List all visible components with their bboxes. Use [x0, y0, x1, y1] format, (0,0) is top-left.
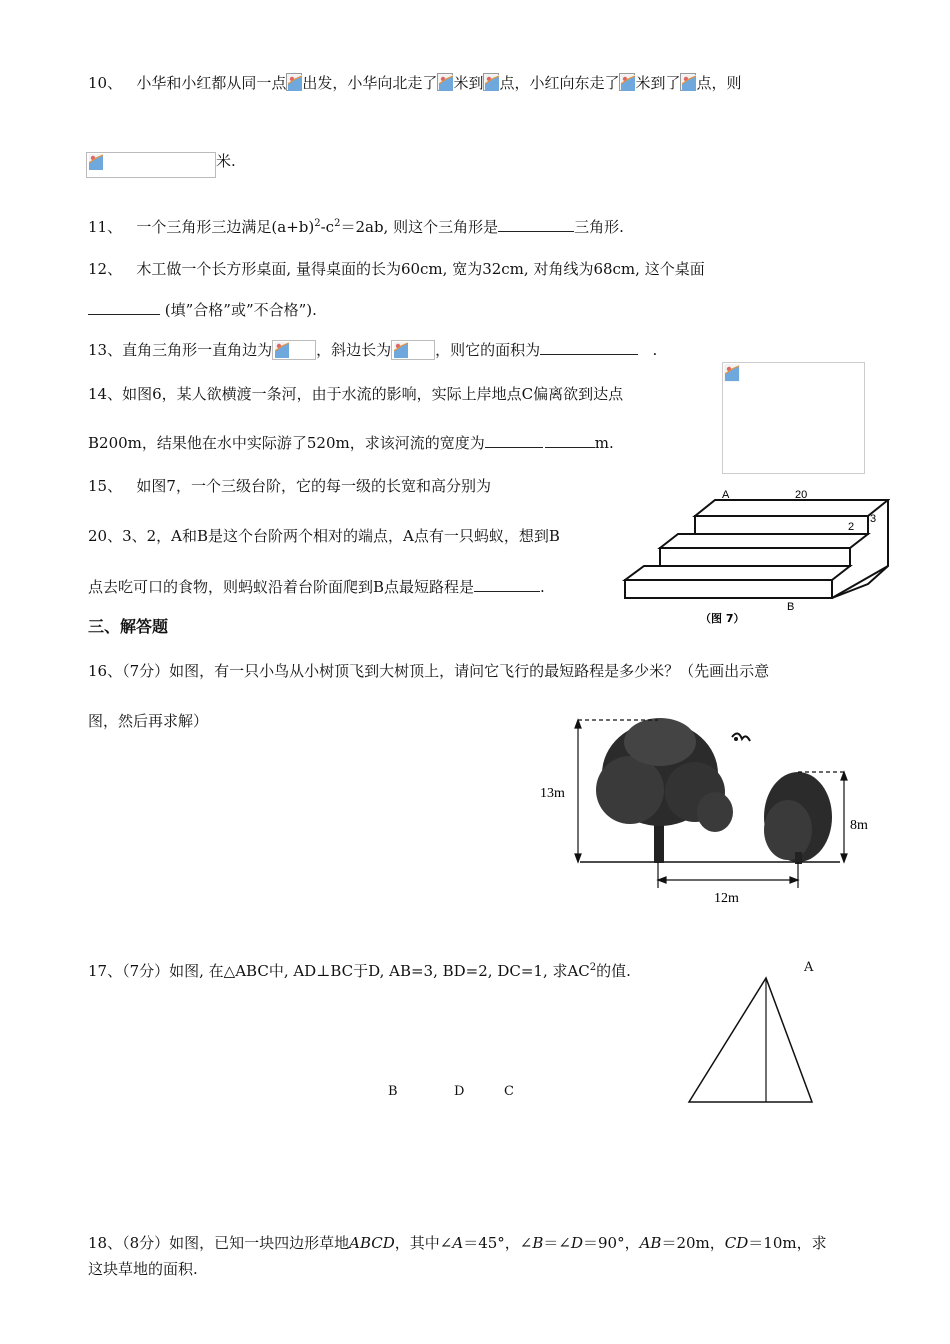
q15-number: 15、	[88, 477, 123, 495]
figure-7-staircase	[620, 486, 890, 628]
q15-text-2: 20、3、2，A和B是这个台阶两个相对的端点，A点有一只蚂蚁，想到B	[88, 527, 560, 545]
q10-text-5: 米到了	[635, 74, 681, 92]
q10-text-3: 米到	[453, 74, 484, 92]
bird-icon	[732, 733, 750, 741]
q12-text-1: 木工做一个长方形桌面, 量得桌面的长为60cm, 宽为32cm, 对角线为68cm, 这个桌面	[136, 260, 705, 278]
small-tree-icon	[764, 772, 832, 864]
right-height-label: 8m	[850, 818, 868, 833]
q10-line1	[88, 72, 742, 93]
q18-text-1: 18、（8分）如图，已知一块四边形草地	[88, 1234, 350, 1252]
fig7-label-20: 20	[795, 489, 808, 501]
q15-text-1: 如图7，一个三级台阶，它的每一级的长宽和高分别为	[136, 477, 491, 495]
broken-image-icon	[274, 341, 290, 359]
q14-line1	[88, 383, 623, 404]
q18-angle-a: A	[452, 1234, 464, 1252]
q10-text-7: 米.	[216, 152, 236, 170]
q17-label-c: C	[504, 1084, 514, 1099]
figure-6-placeholder	[722, 362, 865, 474]
q10-number: 10、	[88, 74, 123, 92]
q14-line2	[88, 432, 614, 453]
q10-text-1: 小华和小红都从同一点	[136, 74, 287, 92]
triangle-abc	[689, 978, 812, 1102]
q17-line	[88, 960, 631, 981]
q14-text-1: 14、如图6，某人欲横渡一条河，由于水流的影响，实际上岸地点C偏离欲到达点	[88, 385, 624, 403]
big-tree-icon	[596, 718, 733, 863]
fig7-label-b: B	[787, 601, 795, 613]
q18-text-5: ＝90°，	[583, 1234, 640, 1252]
q11-line	[88, 216, 624, 237]
fig7-label-2: 2	[848, 521, 855, 533]
q13-text-4: .	[652, 341, 658, 359]
broken-image-icon	[88, 153, 104, 171]
q12-line2	[88, 299, 317, 320]
q13-answer-blank	[540, 340, 638, 355]
fig7-label-3: 3	[870, 513, 877, 525]
q11-text-3: ＝2ab, 则这个三角形是	[340, 218, 499, 236]
q12-line1	[88, 258, 705, 279]
q17-sup: 2	[589, 962, 597, 973]
q15-line3	[88, 576, 545, 597]
q18-text-8: 这块草地的面积.	[88, 1260, 198, 1278]
q13-leg-box	[272, 340, 316, 360]
q17-label-d: D	[454, 1084, 465, 1099]
broken-image-icon	[286, 73, 302, 91]
q15-line1	[88, 475, 491, 496]
distance-label: 12m	[714, 891, 739, 906]
q17-label-b: B	[388, 1084, 398, 1099]
q18-text-2: ，其中∠	[394, 1234, 453, 1252]
q15-text-3: 点去吃可口的食物，则蚂蚁沿着台阶面爬到B点最短路程是	[88, 578, 475, 596]
q14-answer-blank-2	[545, 433, 595, 448]
q17-label-a: A	[804, 960, 814, 975]
q12-answer-blank	[88, 300, 160, 315]
q16-line1	[88, 660, 769, 681]
q18-text-7: ＝10m，求	[748, 1234, 827, 1252]
staircase-lines	[625, 500, 888, 598]
broken-image-icon	[619, 73, 635, 91]
q10-answer-box	[86, 152, 216, 178]
q11-sup-2: 2	[334, 218, 341, 229]
q16-text-2: 图，然后再求解）	[88, 712, 209, 730]
q11-answer-blank	[498, 217, 574, 232]
fig7-label-a: A	[722, 489, 730, 501]
q13-line	[88, 339, 657, 360]
q10-text-2: 出发，小华向北走了	[302, 74, 438, 92]
q11-text-2: -c	[320, 218, 335, 236]
q10-line2	[86, 150, 236, 178]
q15-line2	[88, 525, 560, 546]
q14-text-3: m.	[594, 434, 614, 452]
q18-text-3: ＝45°，∠	[463, 1234, 533, 1252]
q14-answer-blank-1	[485, 433, 543, 448]
broken-image-icon	[724, 364, 740, 382]
q17-triangle-figure	[684, 974, 818, 1108]
left-height-label: 13m	[540, 786, 565, 801]
q18-line2	[88, 1258, 198, 1279]
q10-text-6: 点，则	[696, 74, 742, 92]
q12-number: 12、	[88, 260, 123, 278]
broken-image-icon	[393, 341, 409, 359]
q17-text-2: 的值.	[596, 962, 631, 980]
q18-cd: CD	[724, 1234, 749, 1252]
q11-sup-1: 2	[314, 218, 321, 229]
q11-number: 11、	[88, 218, 123, 236]
q11-text-1: 一个三角形三边满足(a+b)	[136, 218, 315, 236]
q18-text-4: ＝∠	[543, 1234, 571, 1252]
section-3-heading: 三、解答题	[88, 617, 169, 636]
q18-text-6: ＝20m，	[661, 1234, 725, 1252]
q18-abcd: ABCD	[349, 1234, 395, 1252]
q18-angle-d: D	[570, 1234, 583, 1252]
q13-text-2: ，斜边长为	[316, 341, 392, 359]
q10-text-4: 点，小红向东走了	[499, 74, 620, 92]
broken-image-icon	[437, 73, 453, 91]
broken-image-icon	[483, 73, 499, 91]
q17-text-1: 17、（7分）如图, 在△ABC中, AD⊥BC于D, AB=3, BD=2, DC=1, 求AC	[88, 962, 590, 980]
bottom-dimension	[658, 862, 798, 888]
q16-text-1: 16、（7分）如图，有一只小鸟从小树顶飞到大树顶上，请问它飞行的最短路程是多少米？（先画出示意	[88, 662, 770, 680]
q13-text-1: 13、直角三角形一直角边为	[88, 341, 273, 359]
broken-image-icon	[680, 73, 696, 91]
q15-text-4: .	[540, 578, 545, 596]
q18-ab: AB	[639, 1234, 662, 1252]
fig7-caption: （图 7）	[700, 612, 745, 625]
q13-text-3: ，则它的面积为	[435, 341, 541, 359]
q12-text-2: (填”合格”或”不合格”).	[164, 301, 317, 319]
figure-16-trees	[540, 712, 885, 910]
q11-text-4: 三角形.	[574, 218, 624, 236]
q14-text-2: B200m，结果他在水中实际游了520m，求该河流的宽度为	[88, 434, 485, 452]
q18-angle-b: B	[532, 1234, 544, 1252]
q16-line2	[88, 710, 208, 731]
q13-hyp-box	[391, 340, 435, 360]
q18-line1	[88, 1232, 827, 1253]
q15-answer-blank	[474, 577, 540, 592]
